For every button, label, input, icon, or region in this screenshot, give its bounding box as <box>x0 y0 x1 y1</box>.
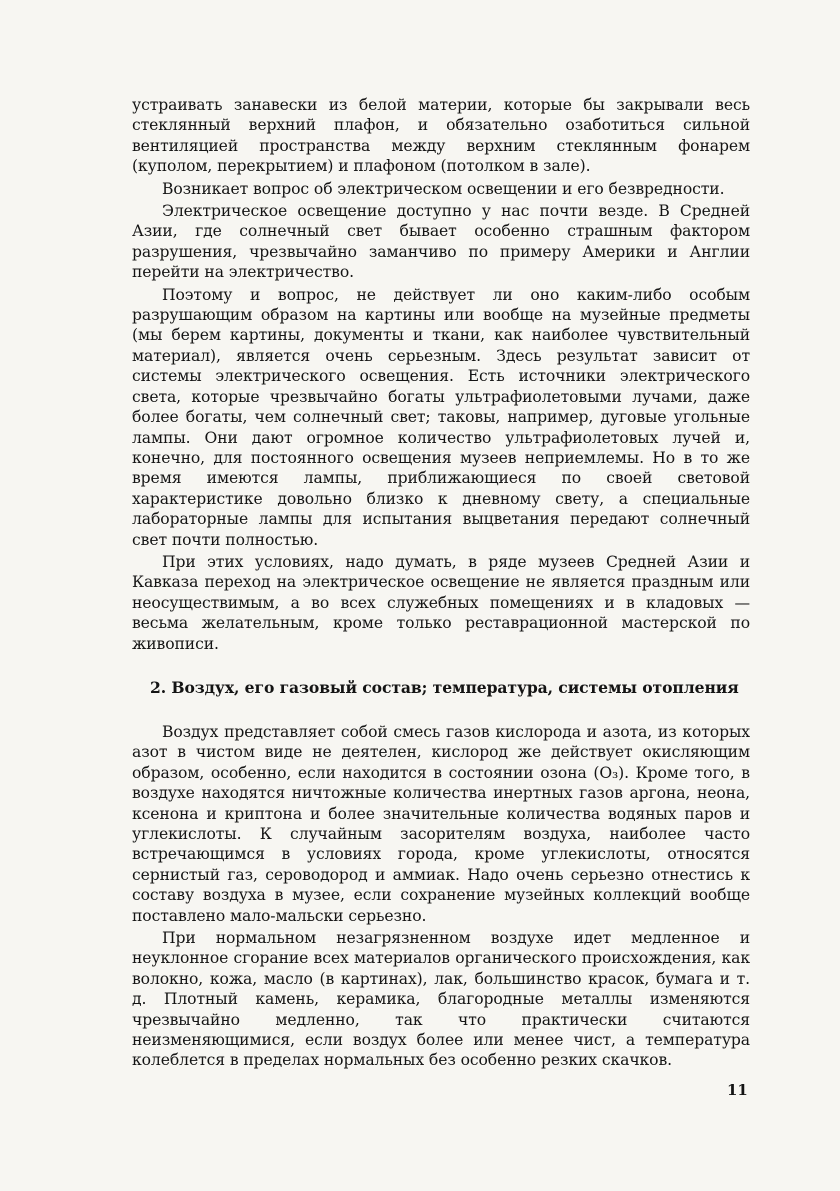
paragraph-electric-effects: Поэтому и вопрос, не действует ли оно каким-либо особым разрушающим образом на картины или вообще на музейные предметы (мы берем картины, документы и ткани, как наиболее чувствительный материал), является очень серьезным. Здесь результат зависит от системы электрического освещения. Есть источники электрического света, которые чрезвычайно богаты ультрафиолетовыми лучами, даже более богаты, чем солнечный свет; таковы, например, дуговые угольные лампы. Они дают огромное количество ультрафиолетовых лучей и, конечно, для постоянного освещения музеев неприемлемы. Но в то же время имеются лампы, приближающиеся по своей световой характеристике довольно близко к дневному свету, а специальные лабораторные лампы для испытания выцветания передают солнечный свет почти полностью. <box>132 285 750 549</box>
paragraph-electric-question: Возникает вопрос об электрическом освещении и его безвредности. <box>162 179 725 198</box>
document-page <box>132 95 750 1071</box>
paragraph-air-combustion: При нормальном незагрязненном воздухе идет медленное и неуклонное сгорание всех материалов органического происхождения, как волокно, кожа, масло (в картинах), лак, большинство красок, бумага и т. д. Плотный камень, керамика, благородные металлы изменяются чрезвычайно медленно, так что практически считаются неизменяющимися, если воздух более или менее чист, а температура колеблется в пределах нормальных без особенно резких скачков. <box>132 929 750 1070</box>
paragraph-air-composition: Воздух представляет собой смесь газов кислорода и азота, из которых азот в чистом виде не деятелен, кислород же действует окисляющим образом, особенно, если находится в состоянии озона (O₃). Кроме того, в воздухе находятся ничтожные количества инертных газов аргона, неона, ксенона и криптона и более значительные количества водяных паров и углекислоты. К случайным засорителям воздуха, наиболее часто встречающимся в условиях города, кроме углекислоты, относятся сернистый газ, сероводород и аммиак. Надо очень серьезно отнестись к составу воздуха в музее, если сохранение музейных коллекций вообще поставлено мало-мальски серьезно. <box>132 722 750 925</box>
paragraph-curtains: устраивать занавески из белой материи, которые бы закрывали весь стеклянный верхний плафон, и обязательно озаботиться сильной вентиляцией пространства между верхним стеклянным фонарем (куполом, перекрытием) и плафоном (потолком в зале). <box>132 96 750 176</box>
section-heading-air: 2. Воздух, его газовый состав; температура, системы отопления <box>150 677 739 697</box>
page-number: 11 <box>727 1081 748 1099</box>
paragraph-electric-availability: Электрическое освещение доступно у нас почти везде. В Средней Азии, где солнечный свет бывает особенно страшным фактором разрушения, чрезвычайно заманчиво по примеру Америки и Англии перейти на электричество. <box>132 202 750 282</box>
paragraph-electric-conclusion: При этих условиях, надо думать, в ряде музеев Средней Азии и Кавказа переход на электрическое освещение не является праздным или неосуществимым, а во всех служебных помещениях и в кладовых — весьма желательным, кроме только реставрационной мастерской по живописи. <box>132 552 750 653</box>
